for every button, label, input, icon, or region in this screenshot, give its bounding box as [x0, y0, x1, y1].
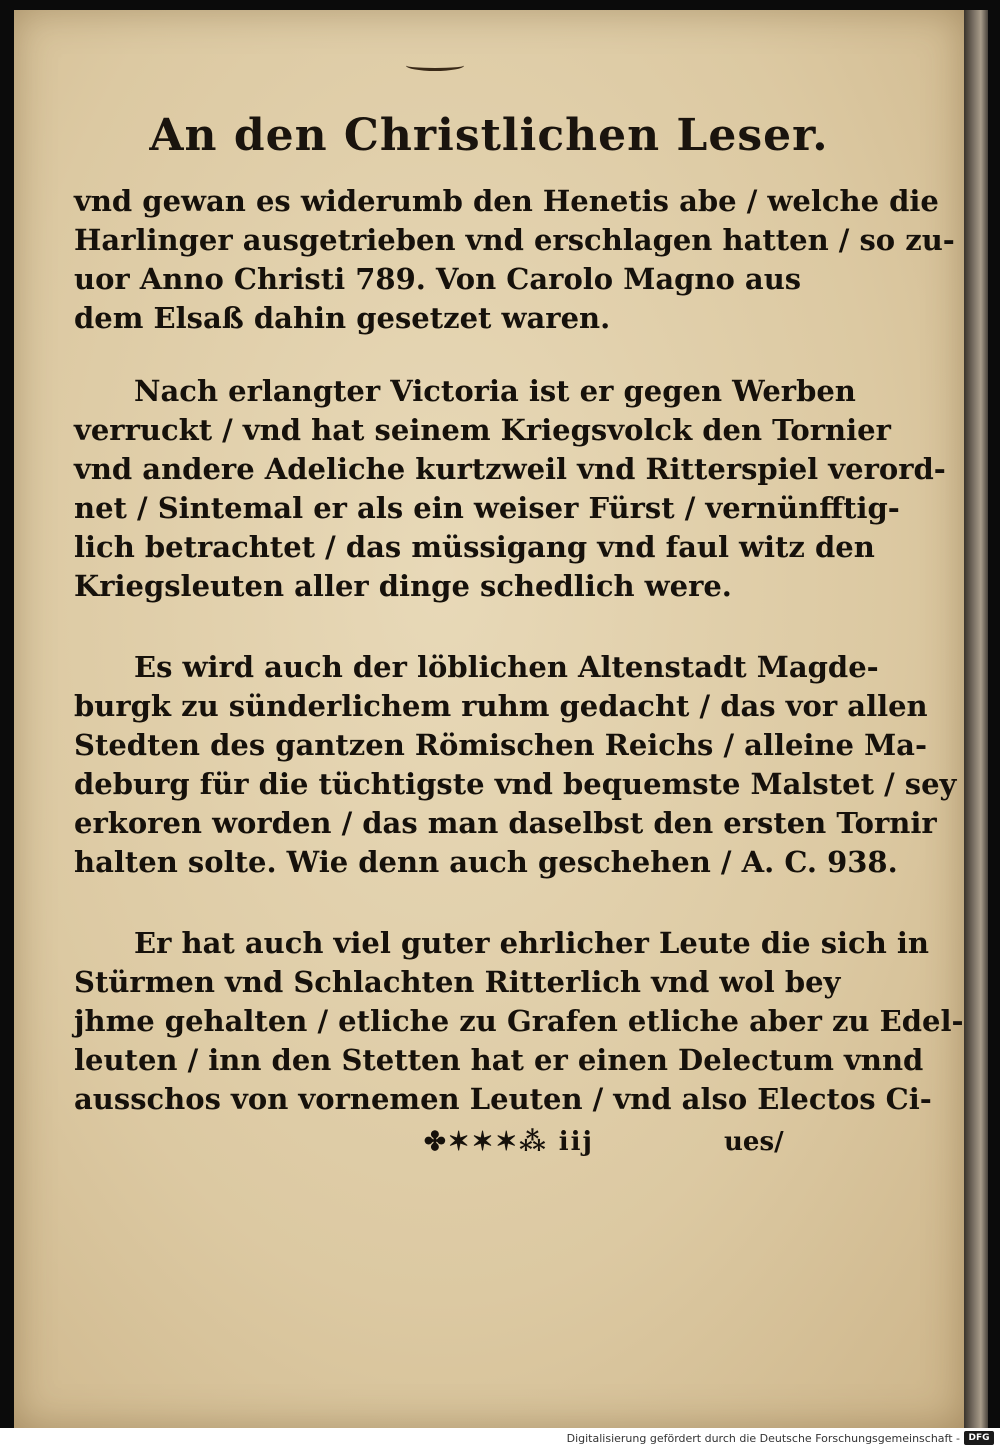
- text-line: burgk zu sünderlichem ruhm gedacht / das vor allen: [74, 689, 928, 723]
- catchword: ues/: [724, 1127, 784, 1157]
- text-line: lich betrachtet / das müssigang vnd faul witz den: [74, 530, 875, 564]
- text-line: ausschos von vornemen Leuten / vnd also Electos Ci-: [74, 1082, 932, 1116]
- text-line: net / Sintemal er als ein weiser Fürst / vernünfftig-: [74, 491, 900, 525]
- text-line: deburg für die tüchtigste vnd bequemste Malstet / sey: [74, 767, 957, 801]
- text-line: Kriegsleuten aller dinge schedlich were.: [74, 569, 732, 603]
- page-footer: [14, 1127, 964, 1167]
- text-line: jhme gehalten / etliche zu Grafen etliche aber zu Edel-: [74, 1004, 964, 1038]
- text-line: Stedten des gantzen Römischen Reichs / alleine Ma-: [74, 728, 928, 762]
- text-line: verruckt / vnd hat seinem Kriegsvolck den Tornier: [74, 413, 891, 447]
- text-line: vnd gewan es widerumb den Henetis abe / welche die: [74, 184, 939, 218]
- text-line: halten solte. Wie denn auch geschehen / A. C. 938.: [74, 845, 898, 879]
- text-line: dem Elsaß dahin gesetzet waren.: [74, 301, 611, 335]
- paragraph-4: [74, 924, 964, 1119]
- text-line: erkoren worden / das man daselbst den ersten Tornir: [74, 806, 937, 840]
- ornament-mark: [406, 60, 464, 71]
- text-line: Harlinger ausgetrieben vnd erschlagen hatten / so zu-: [74, 223, 955, 257]
- text-line: uor Anno Christi 789. Von Carolo Magno aus: [74, 262, 802, 296]
- signature-mark: ✤✶✶✶⁂ iij: [424, 1127, 594, 1157]
- text-line: leuten / inn den Stetten hat er einen Delectum vnnd: [74, 1043, 924, 1077]
- text-line: Nach erlangter Victoria ist er gegen Werben: [134, 374, 856, 408]
- dfg-logo: DFG: [964, 1431, 994, 1445]
- text-line: Es wird auch der löblichen Altenstadt Magde-: [134, 650, 879, 684]
- running-head: An den Christlichen Leser.: [149, 110, 829, 161]
- book-page: [14, 10, 964, 1428]
- text-line: Er hat auch viel guter ehrlicher Leute die sich in: [134, 926, 929, 960]
- funding-credit: Digitalisierung gefördert durch die Deutsche Forschungsgemeinschaft -: [566, 1432, 960, 1445]
- paragraph-1: [74, 182, 955, 338]
- text-line: vnd andere Adeliche kurtzweil vnd Ritterspiel verord-: [74, 452, 946, 486]
- credit-bar: [0, 1428, 1000, 1449]
- paragraph-2: [74, 372, 946, 606]
- text-line: Stürmen vnd Schlachten Ritterlich vnd wol bey: [74, 965, 841, 999]
- page-edge: [964, 10, 988, 1428]
- paragraph-3: [74, 648, 957, 882]
